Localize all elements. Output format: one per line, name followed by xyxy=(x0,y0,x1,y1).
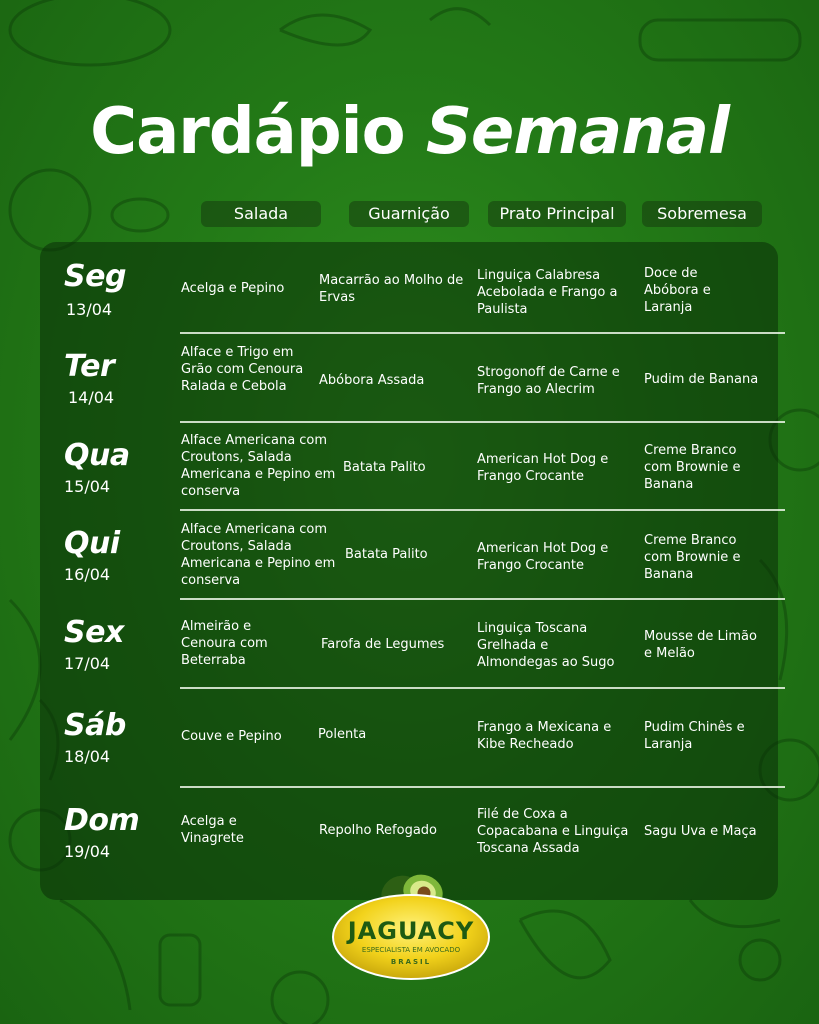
day-date: 19/04 xyxy=(64,842,111,861)
column-header-prato-principal: Prato Principal xyxy=(488,201,626,227)
logo-tagline: ESPECIALISTA EM AVOCADO xyxy=(361,946,461,954)
cell-salada: Alface e Trigo em Grão com Cenoura Ralada e Cebola xyxy=(181,345,304,394)
cell-guarnicao: Repolho Refogado xyxy=(319,823,437,838)
day-name: Ter xyxy=(64,349,115,384)
day-name: Sáb xyxy=(64,708,126,743)
day-date: 13/04 xyxy=(66,300,113,319)
cell-salada: Couve e Pepino xyxy=(181,729,282,744)
row-divider xyxy=(180,332,785,334)
column-header-salada: Salada xyxy=(201,201,321,227)
day-date: 16/04 xyxy=(64,565,111,584)
cell-guarnicao: Farofa de Legumes xyxy=(321,637,445,652)
table-row xyxy=(40,429,778,517)
day-name: Sex xyxy=(64,615,124,650)
table-row xyxy=(40,252,778,340)
row-divider xyxy=(180,687,785,689)
cell-sobremesa: Doce de Abóbora e Laranja xyxy=(644,266,711,315)
cell-guarnicao: Batata Palito xyxy=(345,547,428,562)
cell-sobremesa: Pudim Chinês e Laranja xyxy=(644,720,745,752)
day-name: Seg xyxy=(64,259,126,294)
cell-prato-principal: Filé de Coxa a Copacabana e Linguiça Toscana Assada xyxy=(477,807,629,856)
cell-sobremesa: Pudim de Banana xyxy=(644,372,759,387)
cell-sobremesa: Sagu Uva e Maça xyxy=(644,824,757,839)
cell-salada: Alface Americana com Croutons, Salada Americana e Pepino em conserva xyxy=(181,522,336,588)
cell-prato-principal: American Hot Dog e Frango Crocante xyxy=(477,452,609,484)
day-date: 18/04 xyxy=(64,747,111,766)
cell-guarnicao: Macarrão ao Molho de Ervas xyxy=(319,273,464,305)
cell-salada: Acelga e Vinagrete xyxy=(181,814,244,846)
logo-country: BRASIL xyxy=(390,958,432,966)
table-row xyxy=(40,517,778,605)
day-date: 15/04 xyxy=(64,477,111,496)
cell-salada: Alface Americana com Croutons, Salada Americana e Pepino em conserva xyxy=(181,433,336,499)
row-divider xyxy=(180,509,785,511)
table-row xyxy=(40,606,778,694)
row-divider xyxy=(180,786,785,788)
day-name: Qui xyxy=(64,526,120,561)
cell-salada: Almeirão e Cenoura com Beterraba xyxy=(181,619,268,668)
title-emphasis: Semanal xyxy=(425,95,729,169)
row-divider xyxy=(180,598,785,600)
cell-sobremesa: Creme Branco com Brownie e Banana xyxy=(644,533,741,582)
column-header-guarnicao: Guarnição xyxy=(349,201,469,227)
jaguacy-logo xyxy=(331,872,491,982)
table-row xyxy=(40,695,778,783)
day-date: 14/04 xyxy=(68,388,115,407)
cell-guarnicao: Polenta xyxy=(318,727,367,742)
cell-guarnicao: Batata Palito xyxy=(343,460,426,475)
table-row xyxy=(40,794,778,882)
column-header-sobremesa: Sobremesa xyxy=(642,201,762,227)
row-divider xyxy=(180,421,785,423)
cell-guarnicao: Abóbora Assada xyxy=(319,373,425,388)
cell-sobremesa: Creme Branco com Brownie e Banana xyxy=(644,443,741,492)
menu-table xyxy=(40,242,778,900)
day-name: Dom xyxy=(64,803,140,838)
day-name: Qua xyxy=(64,438,130,473)
cell-prato-principal: Strogonoff de Carne e Frango ao Alecrim xyxy=(477,365,620,397)
title-main: Cardápio xyxy=(90,95,405,169)
table-row xyxy=(40,340,778,428)
logo-name: JAGUACY xyxy=(347,917,475,945)
cell-salada: Acelga e Pepino xyxy=(181,281,285,296)
cell-prato-principal: Linguiça Toscana Grelhada e Almondegas ao Sugo xyxy=(477,621,615,670)
day-date: 17/04 xyxy=(64,654,111,673)
cell-prato-principal: American Hot Dog e Frango Crocante xyxy=(477,541,609,573)
cell-prato-principal: Frango a Mexicana e Kibe Recheado xyxy=(477,720,612,752)
cell-sobremesa: Mousse de Limão e Melão xyxy=(644,629,757,661)
page-title xyxy=(0,92,819,172)
cell-prato-principal: Linguiça Calabresa Acebolada e Frango a Paulista xyxy=(477,268,618,317)
